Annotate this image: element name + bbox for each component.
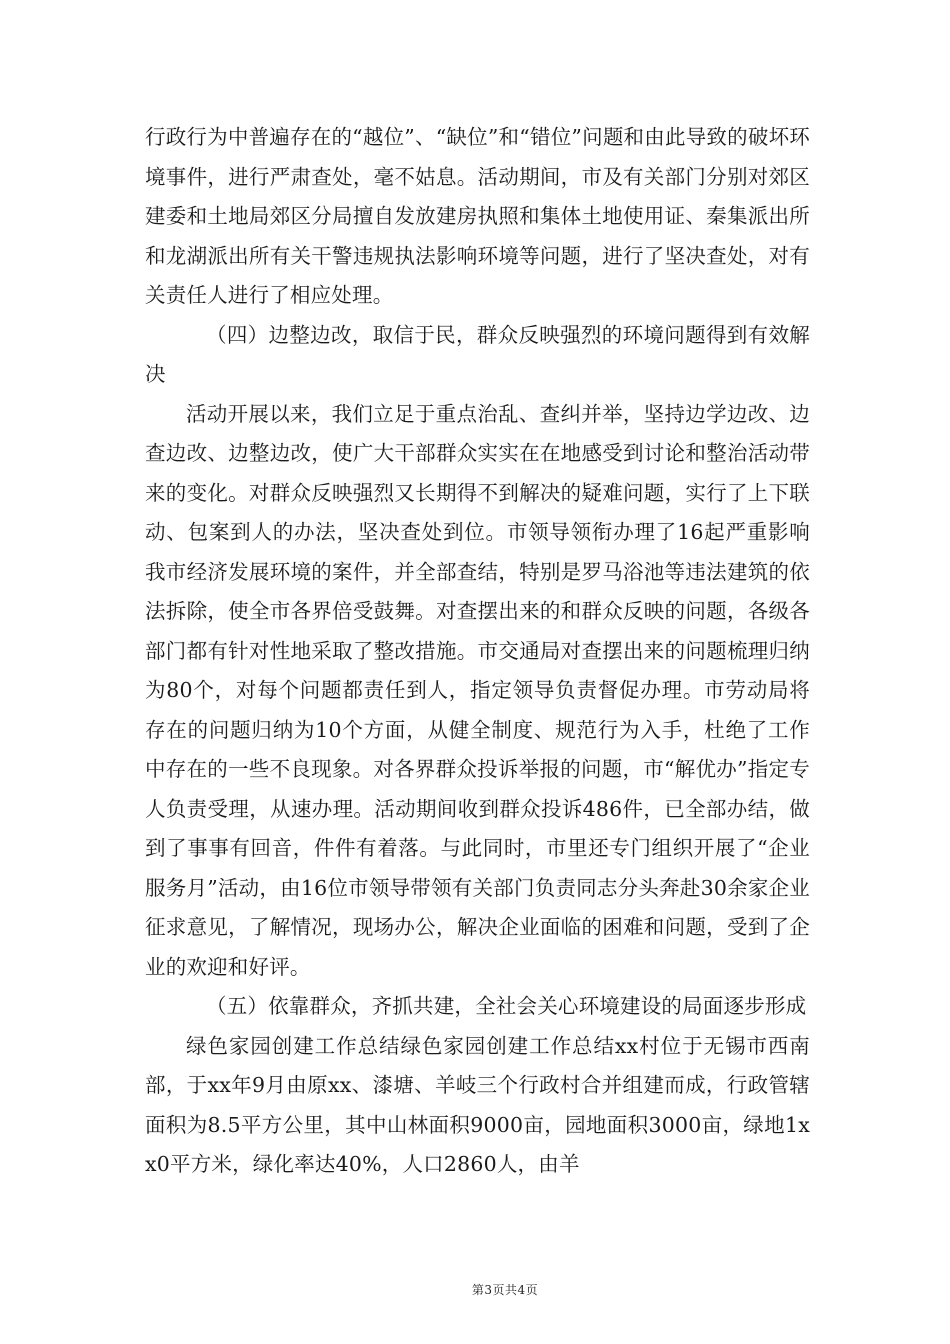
section-heading-five: （五）依靠群众，齐抓共建，全社会关心环境建设的局面逐步形成 [206,994,807,1018]
paragraph-continuation: 行政行为中普遍存在的“越位”、“缺位”和“错位”问题和由此导致的破坏环境事件，进行严肃查处，毫不姑息。活动期间，市及有关部门分别对郊区建委和土地局郊区分局擅自发放建房执照和集体土地使用证、秦集派出所和龙湖派出所有关干警违规执法影响环境等问题，进行了坚决查处，对有关责任人进行了相应处理。 [145,125,810,307]
paragraph-section-four-body: 活动开展以来，我们立足于重点治乱、查纠并举，坚持边学边改、边查边改、边整边改，使广大干部群众实实在在地感受到讨论和整治活动带来的变化。对群众反映强烈又长期得不到解决的疑难问题，实行了上下联动、包案到人的办法，坚决查处到位。市领导领衔办理了16起严重影响我市经济发展环境的案件，并全部查结，特别是罗马浴池等违法建筑的依法拆除，使全市各界倍受鼓舞。对查摆出来的和群众反映的问题，各级各部门都有针对性地采取了整改措施。市交通局对查摆出来的问题梳理归纳为80个，对每个问题都责任到人，指定领导负责督促办理。市劳动局将存在的问题归纳为10个方面，从健全制度、规范行为入手，杜绝了工作中存在的一些不良现象。对各界群众投诉举报的问题，市“解优办”指定专人负责受理，从速办理。活动期间收到群众投诉486件，已全部办结，做到了事事有回音，件件有着落。与此同时，市里还专门组织开展了“企业服务月”活动，由16位市领导带领有关部门负责同志分头奔赴30余家企业征求意见，了解情况，现场办公，解决企业面临的困难和问题，受到了企业的欢迎和好评。 [145,401,810,979]
document-body [145,118,810,1185]
section-heading-four: （四）边整边改，取信于民，群众反映强烈的环境问题得到有效解决 [145,322,810,386]
paragraph-green-home-summary: 绿色家园创建工作总结绿色家园创建工作总结xx村位于无锡市西南部，于xx年9月由原xx、漆塘、羊岐三个行政村合并组建而成，行政管辖面积为8.5平方公里，其中山林面积9000亩，园地面积3000亩，绿地1xx0平方米，绿化率达40%，人口2860人，由羊 [145,1033,810,1176]
page-number-footer: 第3页共4页 [471,1283,539,1297]
